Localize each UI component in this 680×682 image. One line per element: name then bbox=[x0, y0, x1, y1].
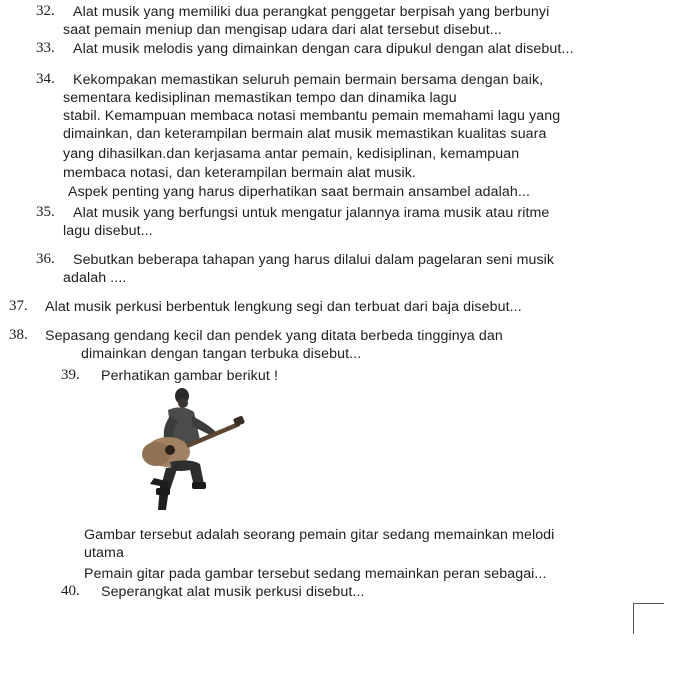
question-33-text: Alat musik melodis yang dimainkan dengan cara dipukul dengan alat disebut... bbox=[73, 41, 574, 57]
question-35-text: Alat musik yang berfungsi untuk mengatur jalannya irama musik atau ritme bbox=[73, 205, 550, 221]
question-34-prompt: Aspek penting yang harus diperhatikan saat bermain ansambel adalah... bbox=[68, 184, 530, 200]
question-36-text: Sebutkan beberapa tahapan yang harus dilalui dalam pagelaran seni musik bbox=[73, 252, 555, 268]
question-number-32: 32. bbox=[36, 3, 55, 19]
guitarist-image bbox=[130, 386, 248, 510]
question-34-text: stabil. Kemampuan membaca notasi membantu pemain memahami lagu yang bbox=[63, 108, 561, 124]
question-34-text: yang dihasilkan.dan kerjasama antar pemain, kedisiplinan, kemampuan bbox=[63, 146, 520, 162]
question-number-33: 33. bbox=[36, 40, 55, 56]
question-34-text: sementara kedisiplinan memastikan tempo dan dinamika lagu bbox=[63, 90, 457, 106]
question-39-prompt: Pemain gitar pada gambar tersebut sedang memainkan peran sebagai... bbox=[84, 566, 547, 582]
question-39-text: Perhatikan gambar berikut ! bbox=[101, 368, 278, 384]
question-34-text: Kekompakan memastikan seluruh pemain bermain bersama dengan baik, bbox=[73, 72, 544, 88]
question-number-39: 39. bbox=[61, 367, 80, 383]
question-40-text: Seperangkat alat musik perkusi disebut... bbox=[101, 584, 365, 600]
question-number-36: 36. bbox=[36, 251, 55, 267]
question-34-text: membaca notasi, dan keterampilan bermain alat musik. bbox=[63, 165, 416, 181]
question-number-34: 34. bbox=[36, 71, 55, 87]
question-38-text: Sepasang gendang kecil dan pendek yang ditata berbeda tingginya dan bbox=[45, 328, 503, 344]
question-37-text: Alat musik perkusi berbentuk lengkung segi dan terbuat dari baja disebut... bbox=[45, 299, 522, 315]
question-number-40: 40. bbox=[61, 583, 80, 599]
question-39-caption: Gambar tersebut adalah seorang pemain gitar sedang memainkan melodi bbox=[84, 527, 555, 543]
question-35-text: lagu disebut... bbox=[63, 223, 153, 239]
question-number-35: 35. bbox=[36, 204, 55, 220]
question-32-text: Alat musik yang memiliki dua perangkat penggetar berpisah yang berbunyi bbox=[73, 4, 550, 20]
question-number-38: 38. bbox=[9, 327, 28, 343]
question-32-text: saat pemain meniup dan mengisap udara dari alat tersebut disebut... bbox=[63, 22, 502, 38]
question-38-text: dimainkan dengan tangan terbuka disebut... bbox=[81, 346, 362, 362]
question-39-caption: utama bbox=[84, 545, 124, 561]
question-36-text: adalah .... bbox=[63, 270, 127, 286]
question-34-text: dimainkan, dan keterampilan bermain alat musik memastikan kualitas suara bbox=[63, 126, 547, 142]
question-number-37: 37. bbox=[9, 298, 28, 314]
corner-mark bbox=[633, 603, 664, 634]
